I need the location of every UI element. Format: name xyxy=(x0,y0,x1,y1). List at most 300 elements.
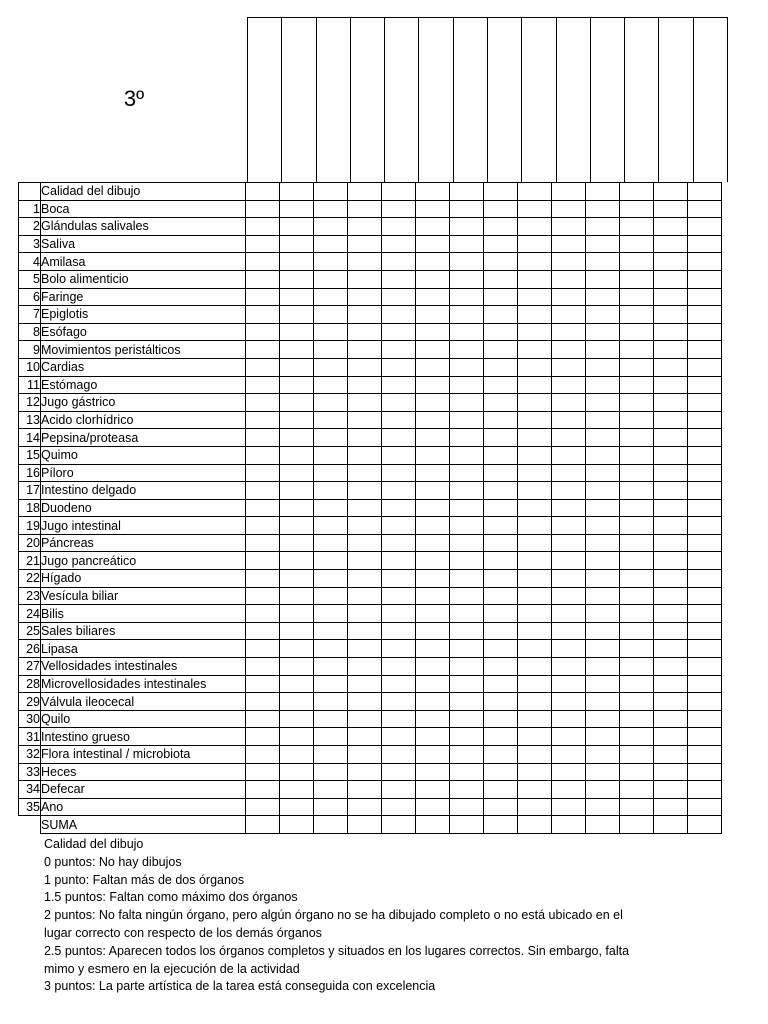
score-cell[interactable] xyxy=(484,746,518,764)
score-cell[interactable] xyxy=(450,640,484,658)
score-cell[interactable] xyxy=(518,323,552,341)
score-cell[interactable] xyxy=(416,253,450,271)
score-cell[interactable] xyxy=(586,746,620,764)
score-cell[interactable] xyxy=(348,728,382,746)
score-cell[interactable] xyxy=(654,482,688,500)
score-cell[interactable] xyxy=(484,658,518,676)
score-cell[interactable] xyxy=(382,464,416,482)
score-cell[interactable] xyxy=(348,464,382,482)
header-score-cell[interactable] xyxy=(351,18,385,182)
score-cell[interactable] xyxy=(620,710,654,728)
score-cell[interactable] xyxy=(348,693,382,711)
score-cell[interactable] xyxy=(518,816,552,834)
score-cell[interactable] xyxy=(416,218,450,236)
score-cell[interactable] xyxy=(654,781,688,799)
score-cell[interactable] xyxy=(314,693,348,711)
score-cell[interactable] xyxy=(450,218,484,236)
score-cell[interactable] xyxy=(416,288,450,306)
score-cell[interactable] xyxy=(348,552,382,570)
score-cell[interactable] xyxy=(246,798,280,816)
score-cell[interactable] xyxy=(280,552,314,570)
score-cell[interactable] xyxy=(552,781,586,799)
score-cell[interactable] xyxy=(416,587,450,605)
score-cell[interactable] xyxy=(280,235,314,253)
score-cell[interactable] xyxy=(688,605,722,623)
score-cell[interactable] xyxy=(450,517,484,535)
score-cell[interactable] xyxy=(484,570,518,588)
score-cell[interactable] xyxy=(586,798,620,816)
score-cell[interactable] xyxy=(280,640,314,658)
score-cell[interactable] xyxy=(416,605,450,623)
score-cell[interactable] xyxy=(416,640,450,658)
score-cell[interactable] xyxy=(620,728,654,746)
score-cell[interactable] xyxy=(552,499,586,517)
score-cell[interactable] xyxy=(450,306,484,324)
score-cell[interactable] xyxy=(518,675,552,693)
score-cell[interactable] xyxy=(314,270,348,288)
score-cell[interactable] xyxy=(382,675,416,693)
score-cell[interactable] xyxy=(382,763,416,781)
score-cell[interactable] xyxy=(280,763,314,781)
score-cell[interactable] xyxy=(620,693,654,711)
score-cell[interactable] xyxy=(552,464,586,482)
score-cell[interactable] xyxy=(280,482,314,500)
score-cell[interactable] xyxy=(688,411,722,429)
score-cell[interactable] xyxy=(586,605,620,623)
score-cell[interactable] xyxy=(586,446,620,464)
score-cell[interactable] xyxy=(518,763,552,781)
score-cell[interactable] xyxy=(688,482,722,500)
score-cell[interactable] xyxy=(246,288,280,306)
score-cell[interactable] xyxy=(552,482,586,500)
score-cell[interactable] xyxy=(620,446,654,464)
score-cell[interactable] xyxy=(280,341,314,359)
score-cell[interactable] xyxy=(314,288,348,306)
score-cell[interactable] xyxy=(620,763,654,781)
score-cell[interactable] xyxy=(280,288,314,306)
score-cell[interactable] xyxy=(586,270,620,288)
score-cell[interactable] xyxy=(246,200,280,218)
header-score-cell[interactable] xyxy=(317,18,351,182)
score-cell[interactable] xyxy=(484,798,518,816)
score-cell[interactable] xyxy=(246,358,280,376)
score-cell[interactable] xyxy=(688,499,722,517)
score-cell[interactable] xyxy=(348,218,382,236)
score-cell[interactable] xyxy=(586,517,620,535)
score-cell[interactable] xyxy=(518,587,552,605)
score-cell[interactable] xyxy=(348,517,382,535)
score-cell[interactable] xyxy=(382,270,416,288)
score-cell[interactable] xyxy=(416,622,450,640)
score-cell[interactable] xyxy=(620,376,654,394)
score-cell[interactable] xyxy=(518,552,552,570)
score-cell[interactable] xyxy=(246,728,280,746)
score-cell[interactable] xyxy=(280,622,314,640)
score-cell[interactable] xyxy=(416,323,450,341)
score-cell[interactable] xyxy=(348,288,382,306)
score-cell[interactable] xyxy=(586,499,620,517)
score-cell[interactable] xyxy=(586,781,620,799)
score-cell[interactable] xyxy=(450,183,484,201)
score-cell[interactable] xyxy=(688,622,722,640)
score-cell[interactable] xyxy=(586,235,620,253)
score-cell[interactable] xyxy=(314,429,348,447)
score-cell[interactable] xyxy=(620,288,654,306)
score-cell[interactable] xyxy=(314,587,348,605)
score-cell[interactable] xyxy=(314,763,348,781)
score-cell[interactable] xyxy=(484,218,518,236)
score-cell[interactable] xyxy=(586,552,620,570)
score-cell[interactable] xyxy=(688,746,722,764)
score-cell[interactable] xyxy=(688,358,722,376)
score-cell[interactable] xyxy=(382,605,416,623)
score-cell[interactable] xyxy=(484,464,518,482)
score-cell[interactable] xyxy=(450,781,484,799)
score-cell[interactable] xyxy=(450,464,484,482)
score-cell[interactable] xyxy=(382,746,416,764)
score-cell[interactable] xyxy=(450,288,484,306)
score-cell[interactable] xyxy=(314,411,348,429)
score-cell[interactable] xyxy=(552,570,586,588)
score-cell[interactable] xyxy=(518,658,552,676)
header-score-cell[interactable] xyxy=(282,18,316,182)
score-cell[interactable] xyxy=(484,552,518,570)
score-cell[interactable] xyxy=(280,746,314,764)
header-score-cell[interactable] xyxy=(454,18,488,182)
score-cell[interactable] xyxy=(552,306,586,324)
score-cell[interactable] xyxy=(552,446,586,464)
score-cell[interactable] xyxy=(348,534,382,552)
score-cell[interactable] xyxy=(382,710,416,728)
header-score-cell[interactable] xyxy=(385,18,419,182)
score-cell[interactable] xyxy=(246,622,280,640)
score-cell[interactable] xyxy=(280,306,314,324)
score-cell[interactable] xyxy=(688,552,722,570)
score-cell[interactable] xyxy=(484,253,518,271)
score-cell[interactable] xyxy=(586,675,620,693)
score-cell[interactable] xyxy=(314,622,348,640)
score-cell[interactable] xyxy=(654,341,688,359)
score-cell[interactable] xyxy=(348,482,382,500)
score-cell[interactable] xyxy=(552,728,586,746)
score-cell[interactable] xyxy=(688,710,722,728)
score-cell[interactable] xyxy=(416,394,450,412)
score-cell[interactable] xyxy=(246,323,280,341)
score-cell[interactable] xyxy=(450,394,484,412)
score-cell[interactable] xyxy=(654,200,688,218)
score-cell[interactable] xyxy=(348,341,382,359)
score-cell[interactable] xyxy=(246,605,280,623)
score-cell[interactable] xyxy=(450,552,484,570)
score-cell[interactable] xyxy=(484,270,518,288)
score-cell[interactable] xyxy=(518,358,552,376)
score-cell[interactable] xyxy=(348,183,382,201)
score-cell[interactable] xyxy=(416,341,450,359)
score-cell[interactable] xyxy=(416,499,450,517)
score-cell[interactable] xyxy=(518,482,552,500)
score-cell[interactable] xyxy=(280,218,314,236)
score-cell[interactable] xyxy=(450,358,484,376)
score-cell[interactable] xyxy=(688,218,722,236)
score-cell[interactable] xyxy=(348,605,382,623)
score-cell[interactable] xyxy=(280,376,314,394)
score-cell[interactable] xyxy=(450,411,484,429)
score-cell[interactable] xyxy=(518,534,552,552)
score-cell[interactable] xyxy=(654,270,688,288)
score-cell[interactable] xyxy=(552,640,586,658)
score-cell[interactable] xyxy=(314,658,348,676)
score-cell[interactable] xyxy=(450,341,484,359)
score-cell[interactable] xyxy=(348,763,382,781)
score-cell[interactable] xyxy=(382,183,416,201)
score-cell[interactable] xyxy=(314,218,348,236)
score-cell[interactable] xyxy=(552,411,586,429)
score-cell[interactable] xyxy=(518,693,552,711)
score-cell[interactable] xyxy=(552,746,586,764)
score-cell[interactable] xyxy=(688,183,722,201)
score-cell[interactable] xyxy=(348,376,382,394)
score-cell[interactable] xyxy=(314,640,348,658)
score-cell[interactable] xyxy=(688,464,722,482)
score-cell[interactable] xyxy=(586,763,620,781)
score-cell[interactable] xyxy=(450,675,484,693)
score-cell[interactable] xyxy=(314,482,348,500)
score-cell[interactable] xyxy=(586,200,620,218)
score-cell[interactable] xyxy=(246,658,280,676)
score-cell[interactable] xyxy=(348,306,382,324)
score-cell[interactable] xyxy=(416,464,450,482)
score-cell[interactable] xyxy=(654,746,688,764)
score-cell[interactable] xyxy=(654,710,688,728)
header-score-cell[interactable] xyxy=(419,18,453,182)
score-cell[interactable] xyxy=(620,781,654,799)
score-cell[interactable] xyxy=(586,411,620,429)
score-cell[interactable] xyxy=(552,200,586,218)
score-cell[interactable] xyxy=(518,499,552,517)
score-cell[interactable] xyxy=(382,446,416,464)
score-cell[interactable] xyxy=(688,675,722,693)
score-cell[interactable] xyxy=(348,323,382,341)
score-cell[interactable] xyxy=(416,552,450,570)
score-cell[interactable] xyxy=(654,728,688,746)
score-cell[interactable] xyxy=(382,429,416,447)
score-cell[interactable] xyxy=(552,816,586,834)
score-cell[interactable] xyxy=(654,253,688,271)
score-cell[interactable] xyxy=(552,534,586,552)
score-cell[interactable] xyxy=(246,270,280,288)
score-cell[interactable] xyxy=(552,693,586,711)
score-cell[interactable] xyxy=(654,534,688,552)
score-cell[interactable] xyxy=(620,323,654,341)
score-cell[interactable] xyxy=(620,605,654,623)
score-cell[interactable] xyxy=(586,658,620,676)
score-cell[interactable] xyxy=(654,816,688,834)
score-cell[interactable] xyxy=(382,200,416,218)
score-cell[interactable] xyxy=(280,446,314,464)
score-cell[interactable] xyxy=(348,587,382,605)
score-cell[interactable] xyxy=(586,183,620,201)
score-cell[interactable] xyxy=(586,306,620,324)
score-cell[interactable] xyxy=(518,746,552,764)
score-cell[interactable] xyxy=(654,693,688,711)
score-cell[interactable] xyxy=(484,693,518,711)
score-cell[interactable] xyxy=(586,464,620,482)
score-cell[interactable] xyxy=(382,658,416,676)
score-cell[interactable] xyxy=(450,622,484,640)
score-cell[interactable] xyxy=(416,446,450,464)
score-cell[interactable] xyxy=(586,429,620,447)
score-cell[interactable] xyxy=(348,411,382,429)
score-cell[interactable] xyxy=(348,658,382,676)
score-cell[interactable] xyxy=(620,482,654,500)
score-cell[interactable] xyxy=(654,605,688,623)
score-cell[interactable] xyxy=(450,200,484,218)
score-cell[interactable] xyxy=(382,552,416,570)
score-cell[interactable] xyxy=(518,640,552,658)
score-cell[interactable] xyxy=(484,358,518,376)
score-cell[interactable] xyxy=(552,183,586,201)
score-cell[interactable] xyxy=(314,376,348,394)
score-cell[interactable] xyxy=(314,394,348,412)
score-cell[interactable] xyxy=(382,517,416,535)
score-cell[interactable] xyxy=(416,306,450,324)
score-cell[interactable] xyxy=(620,552,654,570)
score-cell[interactable] xyxy=(620,464,654,482)
score-cell[interactable] xyxy=(416,429,450,447)
score-cell[interactable] xyxy=(620,394,654,412)
score-cell[interactable] xyxy=(688,446,722,464)
score-cell[interactable] xyxy=(280,253,314,271)
score-cell[interactable] xyxy=(586,341,620,359)
score-cell[interactable] xyxy=(246,411,280,429)
score-cell[interactable] xyxy=(348,270,382,288)
score-cell[interactable] xyxy=(518,710,552,728)
score-cell[interactable] xyxy=(246,781,280,799)
score-cell[interactable] xyxy=(450,235,484,253)
score-cell[interactable] xyxy=(688,728,722,746)
score-cell[interactable] xyxy=(552,587,586,605)
score-cell[interactable] xyxy=(450,605,484,623)
score-cell[interactable] xyxy=(688,798,722,816)
score-cell[interactable] xyxy=(280,270,314,288)
score-cell[interactable] xyxy=(382,534,416,552)
score-cell[interactable] xyxy=(518,235,552,253)
score-cell[interactable] xyxy=(654,675,688,693)
header-score-cell[interactable] xyxy=(659,18,693,182)
score-cell[interactable] xyxy=(314,728,348,746)
score-cell[interactable] xyxy=(280,429,314,447)
score-cell[interactable] xyxy=(348,710,382,728)
score-cell[interactable] xyxy=(484,781,518,799)
score-cell[interactable] xyxy=(280,358,314,376)
score-cell[interactable] xyxy=(688,517,722,535)
score-cell[interactable] xyxy=(552,429,586,447)
score-cell[interactable] xyxy=(382,411,416,429)
score-cell[interactable] xyxy=(348,675,382,693)
score-cell[interactable] xyxy=(382,358,416,376)
score-cell[interactable] xyxy=(620,640,654,658)
score-cell[interactable] xyxy=(314,746,348,764)
score-cell[interactable] xyxy=(280,517,314,535)
score-cell[interactable] xyxy=(382,235,416,253)
score-cell[interactable] xyxy=(484,499,518,517)
score-cell[interactable] xyxy=(586,693,620,711)
score-cell[interactable] xyxy=(552,798,586,816)
score-cell[interactable] xyxy=(382,728,416,746)
score-cell[interactable] xyxy=(314,306,348,324)
score-cell[interactable] xyxy=(484,446,518,464)
score-cell[interactable] xyxy=(450,816,484,834)
score-cell[interactable] xyxy=(620,499,654,517)
score-cell[interactable] xyxy=(416,517,450,535)
score-cell[interactable] xyxy=(280,605,314,623)
score-cell[interactable] xyxy=(586,218,620,236)
score-cell[interactable] xyxy=(654,587,688,605)
score-cell[interactable] xyxy=(348,446,382,464)
score-cell[interactable] xyxy=(450,570,484,588)
header-score-cell[interactable] xyxy=(522,18,556,182)
score-cell[interactable] xyxy=(586,288,620,306)
score-cell[interactable] xyxy=(280,658,314,676)
score-cell[interactable] xyxy=(314,570,348,588)
score-cell[interactable] xyxy=(246,253,280,271)
score-cell[interactable] xyxy=(518,570,552,588)
score-cell[interactable] xyxy=(620,235,654,253)
score-cell[interactable] xyxy=(484,763,518,781)
score-cell[interactable] xyxy=(382,798,416,816)
score-cell[interactable] xyxy=(280,534,314,552)
score-cell[interactable] xyxy=(348,570,382,588)
score-cell[interactable] xyxy=(688,763,722,781)
score-cell[interactable] xyxy=(586,570,620,588)
score-cell[interactable] xyxy=(654,763,688,781)
score-cell[interactable] xyxy=(280,693,314,711)
score-cell[interactable] xyxy=(552,218,586,236)
score-cell[interactable] xyxy=(382,218,416,236)
score-cell[interactable] xyxy=(416,270,450,288)
score-cell[interactable] xyxy=(484,183,518,201)
score-cell[interactable] xyxy=(654,798,688,816)
score-cell[interactable] xyxy=(416,675,450,693)
score-cell[interactable] xyxy=(348,429,382,447)
score-cell[interactable] xyxy=(280,728,314,746)
score-cell[interactable] xyxy=(688,341,722,359)
score-cell[interactable] xyxy=(416,570,450,588)
score-cell[interactable] xyxy=(484,517,518,535)
score-cell[interactable] xyxy=(450,429,484,447)
score-cell[interactable] xyxy=(484,411,518,429)
score-cell[interactable] xyxy=(654,464,688,482)
score-cell[interactable] xyxy=(620,517,654,535)
score-cell[interactable] xyxy=(314,464,348,482)
score-cell[interactable] xyxy=(552,552,586,570)
score-cell[interactable] xyxy=(416,693,450,711)
score-cell[interactable] xyxy=(552,288,586,306)
score-cell[interactable] xyxy=(484,235,518,253)
score-cell[interactable] xyxy=(280,394,314,412)
score-cell[interactable] xyxy=(654,306,688,324)
score-cell[interactable] xyxy=(246,763,280,781)
score-cell[interactable] xyxy=(314,605,348,623)
score-cell[interactable] xyxy=(484,341,518,359)
score-cell[interactable] xyxy=(280,798,314,816)
score-cell[interactable] xyxy=(450,499,484,517)
score-cell[interactable] xyxy=(416,746,450,764)
score-cell[interactable] xyxy=(518,728,552,746)
score-cell[interactable] xyxy=(450,482,484,500)
score-cell[interactable] xyxy=(382,816,416,834)
score-cell[interactable] xyxy=(314,816,348,834)
